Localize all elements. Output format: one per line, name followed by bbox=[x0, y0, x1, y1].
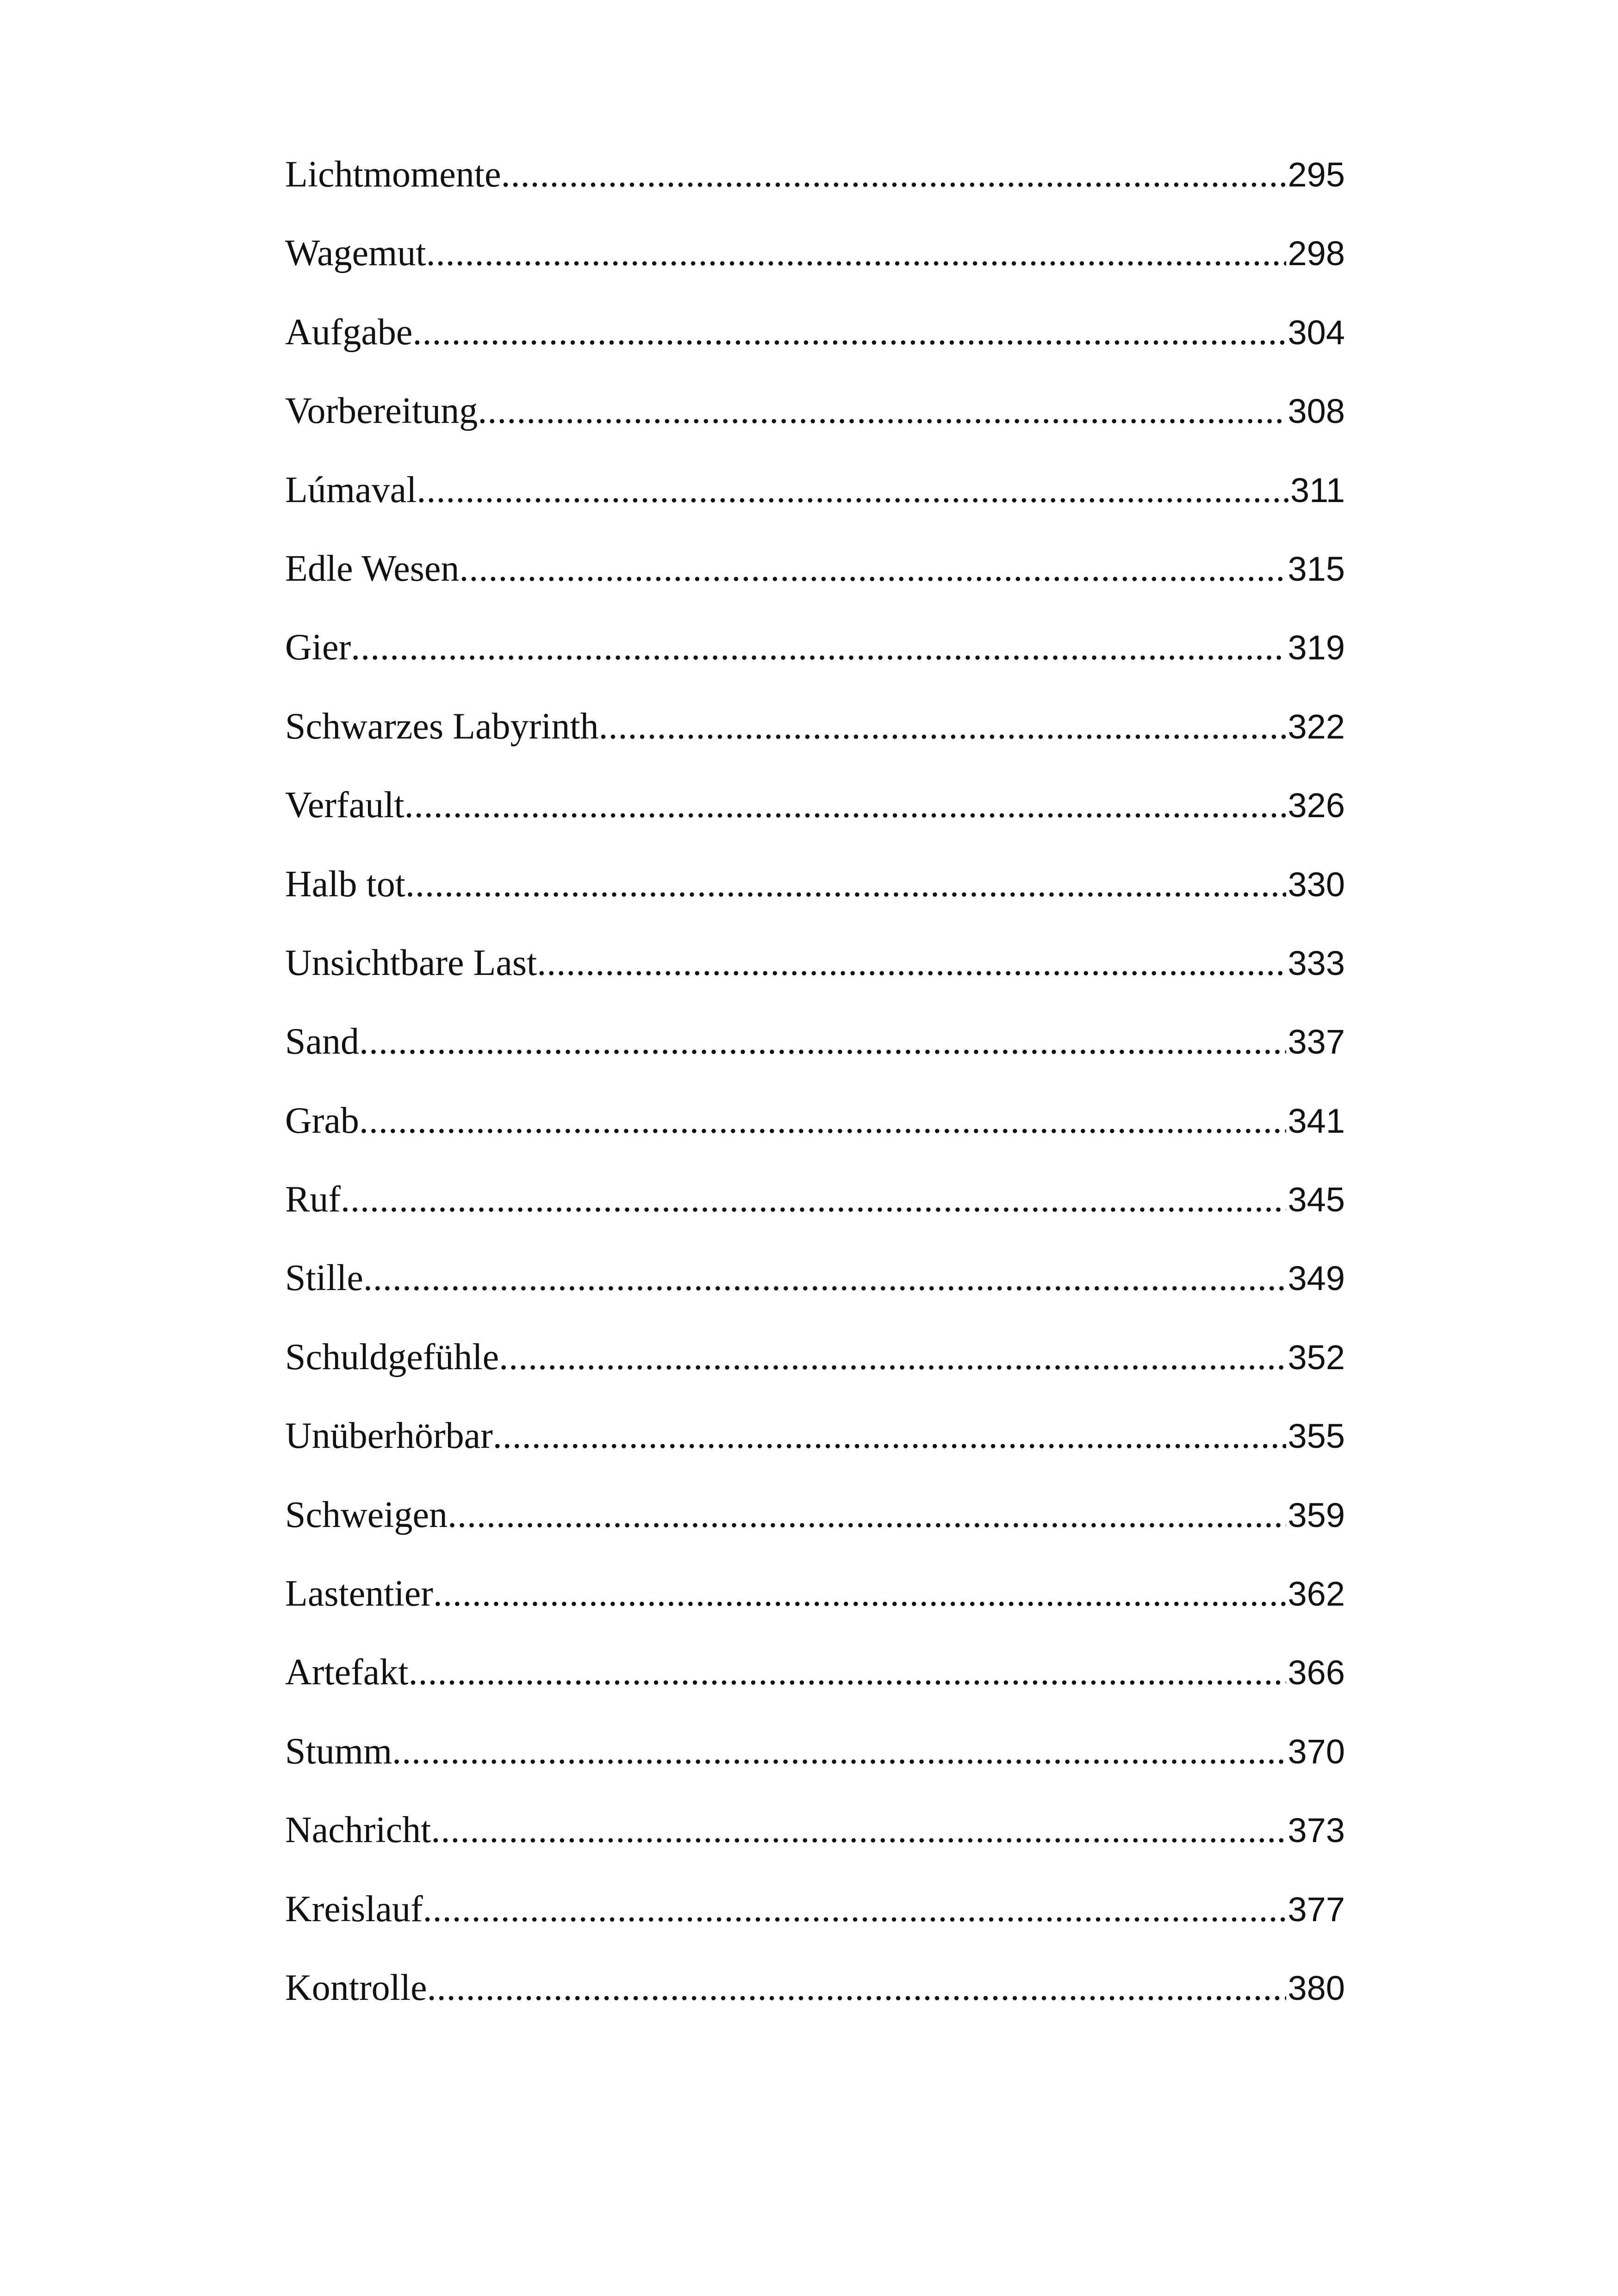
toc-dot-leader bbox=[351, 627, 1286, 669]
toc-entry-page: 366 bbox=[1288, 1653, 1345, 1692]
toc-dot-leader bbox=[448, 1494, 1286, 1536]
toc-dot-leader bbox=[359, 1021, 1286, 1063]
toc-dot-leader bbox=[359, 1100, 1286, 1142]
toc-dot-leader bbox=[412, 311, 1286, 354]
toc-entry bbox=[285, 1257, 1345, 1336]
toc-entry-title: Artefakt bbox=[285, 1652, 409, 1693]
toc-entry-page: 352 bbox=[1288, 1338, 1345, 1377]
toc-dot-leader bbox=[426, 232, 1286, 274]
toc-entry-page: 322 bbox=[1288, 707, 1345, 746]
toc-entry-title: Schuldgefühle bbox=[285, 1336, 499, 1378]
toc-entry bbox=[285, 469, 1345, 548]
toc-entry-page: 295 bbox=[1288, 155, 1345, 194]
toc-entry bbox=[285, 1967, 1345, 2046]
toc-entry bbox=[285, 548, 1345, 627]
toc-entry-page: 298 bbox=[1288, 234, 1345, 273]
toc-entry-page: 326 bbox=[1288, 786, 1345, 825]
toc-dot-leader bbox=[478, 390, 1286, 432]
toc-dot-leader bbox=[363, 1257, 1286, 1299]
toc-entry-page: 349 bbox=[1288, 1259, 1345, 1298]
toc-entry-title: Lastentier bbox=[285, 1573, 433, 1614]
toc-entry-title: Schwarzes Labyrinth bbox=[285, 706, 599, 747]
toc-dot-leader bbox=[431, 1809, 1286, 1851]
toc-entry bbox=[285, 1731, 1345, 1809]
toc-entry-page: 337 bbox=[1288, 1023, 1345, 1061]
toc-dot-leader bbox=[433, 1573, 1286, 1615]
toc-entry-page: 377 bbox=[1288, 1890, 1345, 1929]
toc-entry-page: 341 bbox=[1288, 1101, 1345, 1140]
toc-entry bbox=[285, 784, 1345, 863]
toc-entry-title: Grab bbox=[285, 1100, 359, 1141]
toc-entry-page: 345 bbox=[1288, 1180, 1345, 1219]
toc-entry-page: 315 bbox=[1288, 549, 1345, 588]
toc-entry-title: Sand bbox=[285, 1021, 359, 1062]
toc-entry bbox=[285, 1179, 1345, 1257]
toc-entry bbox=[285, 1494, 1345, 1573]
toc-entry-title: Gier bbox=[285, 627, 351, 668]
toc-dot-leader bbox=[501, 154, 1286, 196]
toc-dot-leader bbox=[404, 784, 1286, 826]
toc-entry-page: 333 bbox=[1288, 943, 1345, 982]
toc-entry bbox=[285, 1809, 1345, 1888]
toc-entry-title: Vorbereitung bbox=[285, 391, 478, 432]
toc-entry bbox=[285, 863, 1345, 942]
toc-dot-leader bbox=[417, 469, 1288, 511]
toc-entry bbox=[285, 154, 1345, 232]
toc-entry bbox=[285, 942, 1345, 1021]
toc-dot-leader bbox=[499, 1336, 1286, 1378]
toc-entry bbox=[285, 390, 1345, 469]
toc-entry-title: Wagemut bbox=[285, 233, 426, 274]
toc-entry-title: Ruf bbox=[285, 1179, 341, 1220]
toc-entry-page: 311 bbox=[1290, 471, 1345, 509]
toc-entry-title: Nachricht bbox=[285, 1810, 431, 1851]
toc-entry-title: Aufgabe bbox=[285, 311, 413, 353]
toc-dot-leader bbox=[423, 1888, 1286, 1930]
toc-entry-title: Stumm bbox=[285, 1731, 392, 1772]
toc-entry-page: 362 bbox=[1288, 1575, 1345, 1613]
toc-entry bbox=[285, 1573, 1345, 1651]
toc-entry-title: Lichtmomente bbox=[285, 154, 501, 195]
toc-entry-page: 359 bbox=[1288, 1496, 1345, 1534]
toc-entry-page: 380 bbox=[1288, 1968, 1345, 2007]
toc-entry-title: Edle Wesen bbox=[285, 548, 460, 589]
toc-entry-page: 370 bbox=[1288, 1732, 1345, 1771]
toc-dot-leader bbox=[392, 1731, 1286, 1773]
toc-entry bbox=[285, 1021, 1345, 1099]
toc-dot-leader bbox=[599, 706, 1286, 748]
toc-dot-leader bbox=[341, 1179, 1286, 1221]
toc-entry-page: 355 bbox=[1288, 1417, 1345, 1456]
toc-entry bbox=[285, 1888, 1345, 1967]
toc-entry bbox=[285, 706, 1345, 784]
toc-dot-leader bbox=[459, 548, 1286, 590]
toc-dot-leader bbox=[409, 1651, 1286, 1694]
toc-dot-leader bbox=[493, 1415, 1286, 1457]
toc-entry-title: Unüberhörbar bbox=[285, 1415, 493, 1457]
toc-entry-page: 319 bbox=[1288, 628, 1345, 667]
toc-entry-title: Schweigen bbox=[285, 1494, 448, 1535]
toc-entry bbox=[285, 232, 1345, 311]
toc-entry bbox=[285, 1415, 1345, 1494]
toc-entry-title: Unsichtbare Last bbox=[285, 942, 537, 983]
toc-entry-page: 304 bbox=[1288, 313, 1345, 352]
toc-entry-title: Halb tot bbox=[285, 863, 405, 905]
toc-dot-leader bbox=[537, 942, 1286, 984]
toc-entry bbox=[285, 1336, 1345, 1415]
toc-entry-page: 330 bbox=[1288, 865, 1345, 904]
toc-entry bbox=[285, 1651, 1345, 1730]
toc-entry bbox=[285, 1100, 1345, 1179]
toc-entry-title: Kreislauf bbox=[285, 1888, 423, 1930]
toc-entry-title: Verfault bbox=[285, 785, 404, 826]
toc-dot-leader bbox=[427, 1967, 1286, 2009]
toc-entry bbox=[285, 311, 1345, 390]
toc-entry-title: Kontrolle bbox=[285, 1967, 427, 2008]
toc-entry-title: Stille bbox=[285, 1258, 363, 1299]
toc-entry-title: Lúmaval bbox=[285, 469, 417, 510]
toc-dot-leader bbox=[405, 863, 1286, 906]
toc-entry-page: 308 bbox=[1288, 392, 1345, 431]
toc-entry-page: 373 bbox=[1288, 1811, 1345, 1850]
toc-entry bbox=[285, 627, 1345, 705]
table-of-contents bbox=[285, 154, 1345, 2046]
